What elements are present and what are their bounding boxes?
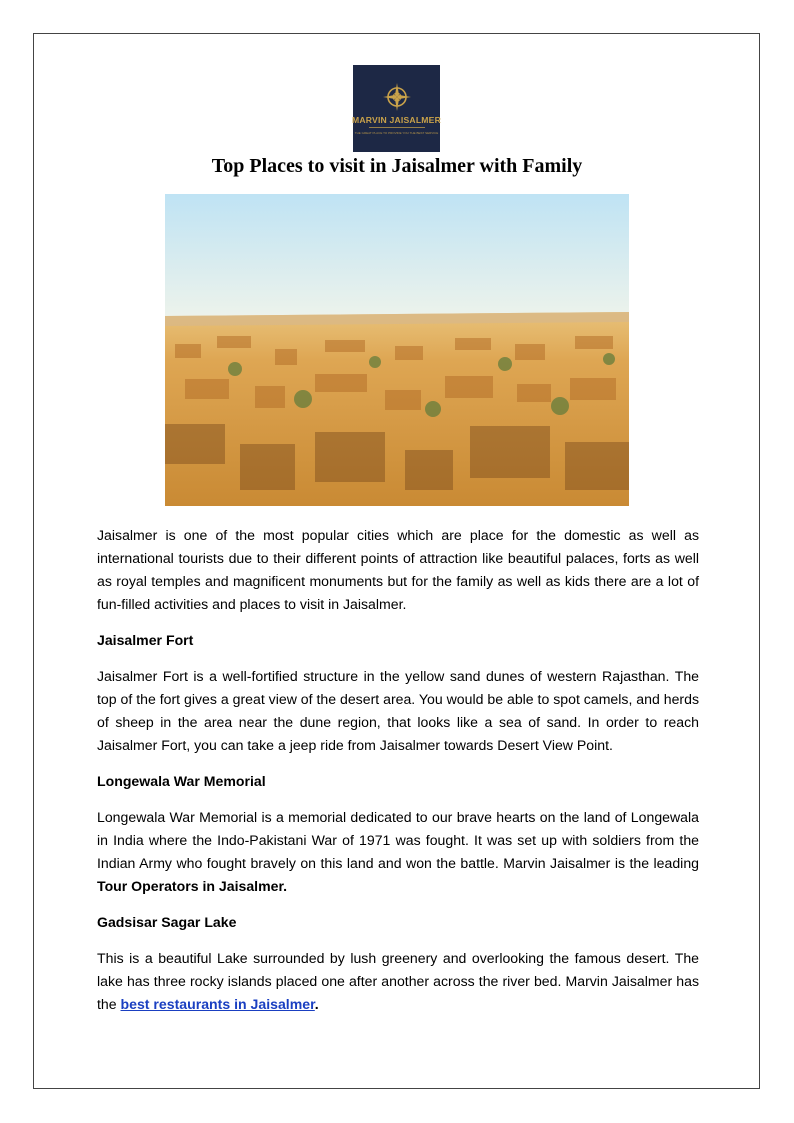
brand-tagline: THE GREAT PLACE TO PROVIDE YOU THE BEST SERVICE (354, 131, 439, 135)
page-title: Top Places to visit in Jaisalmer with Family (211, 155, 583, 177)
section-text-jaisalmer-fort: Jaisalmer Fort is a well-fortified structure in the yellow sand dunes of western Rajasthan. The top of the fort gives a great view of the desert area. You would be able to spot camels, and herds of sheep in the area near the dune region, that looks like a sea of sand. In order to reach Jaisalmer Fort, you can take a jeep ride from Jaisalmer towards Desert View Point. (97, 668, 699, 753)
section-heading-jaisalmer-fort: Jaisalmer Fort (97, 632, 194, 648)
tour-operators-bold: Tour Operators in Jaisalmer. (97, 878, 288, 894)
intro-paragraph: Jaisalmer is one of the most popular cities which are place for the domestic as well as international tourists due to their different points of attraction like beautiful palaces, forts as well as royal temples and magnificent monuments but for the family as well as kids there are a lot of fun-filled activities and places to visit in Jaisalmer. (97, 527, 699, 612)
longewala-text: Longewala War Memorial is a memorial dedicated to our brave hearts on the land of Longewala in India where the Indo-Pakistani War of 1971 was fought. It was set up with soldiers from the Indian Army who fought bravely on this land and won the battle. Marvin Jaisalmer is the leading (97, 809, 699, 871)
section-heading-longewala: Longewala War Memorial (97, 773, 266, 789)
compass-icon (382, 82, 412, 112)
section-text-gadsisar (97, 947, 699, 1016)
section-text-longewala (97, 806, 699, 898)
city-panorama-image (165, 194, 629, 506)
brand-divider (369, 127, 425, 128)
gadsisar-text: This is a beautiful Lake surrounded by lush greenery and overlooking the famous desert. The lake has three rocky islands placed one after another across the river bed. Marvin Jaisalmer has the (97, 950, 699, 1012)
gadsisar-suffix: . (314, 996, 319, 1012)
brand-name: MARVIN JAISALMER (352, 115, 441, 125)
section-heading-gadsisar: Gadsisar Sagar Lake (97, 914, 237, 930)
brand-logo (353, 65, 440, 152)
best-restaurants-link[interactable]: best restaurants in Jaisalmer (120, 996, 315, 1012)
article-body (97, 524, 699, 1029)
